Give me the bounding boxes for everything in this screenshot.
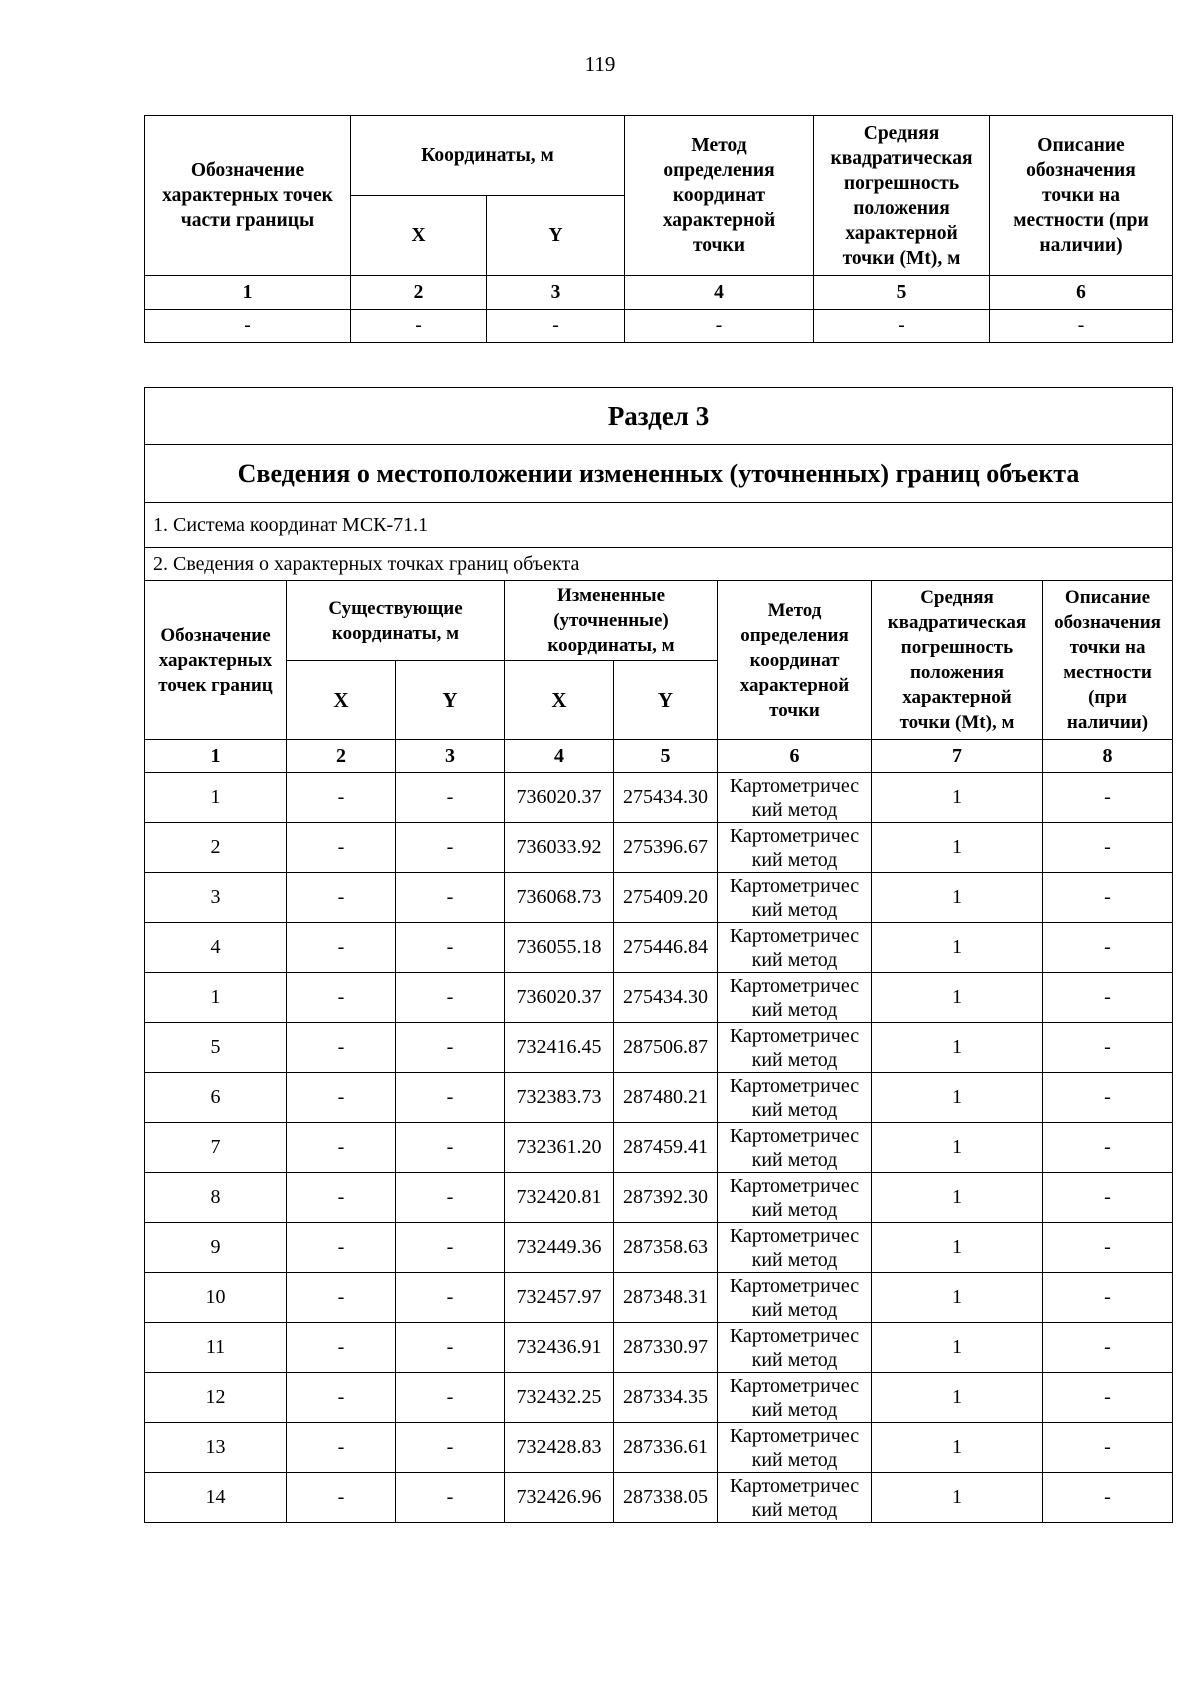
- col-number: 6: [718, 740, 872, 773]
- point-number: 1: [145, 973, 287, 1023]
- existing-x: -: [287, 973, 396, 1023]
- table-row: [145, 1373, 1173, 1423]
- changed-y: 287334.35: [614, 1373, 718, 1423]
- page-number: 119: [584, 52, 616, 76]
- header-designation: Обозначение характерных точек границ: [145, 581, 287, 740]
- existing-x: -: [287, 1273, 396, 1323]
- point-number: 9: [145, 1223, 287, 1273]
- changed-y: 275434.30: [614, 973, 718, 1023]
- existing-x: -: [287, 773, 396, 823]
- table-row: [145, 1073, 1173, 1123]
- col-number: 3: [487, 276, 625, 310]
- description: -: [1043, 1423, 1173, 1473]
- existing-y: -: [396, 773, 505, 823]
- method: Картометричес кий метод: [718, 1073, 872, 1123]
- existing-y: -: [396, 1473, 505, 1523]
- point-number: 13: [145, 1423, 287, 1473]
- table-cell: -: [990, 310, 1173, 343]
- mean-error: 1: [872, 1223, 1043, 1273]
- existing-x: -: [287, 873, 396, 923]
- changed-x: 732426.96: [505, 1473, 614, 1523]
- existing-x: -: [287, 923, 396, 973]
- table-row: [145, 1323, 1173, 1373]
- method: Картометричес кий метод: [718, 873, 872, 923]
- point-number: 10: [145, 1273, 287, 1323]
- changed-x: 736033.92: [505, 823, 614, 873]
- description: -: [1043, 1373, 1173, 1423]
- point-number: 1: [145, 773, 287, 823]
- description: -: [1043, 1073, 1173, 1123]
- existing-y: -: [396, 1423, 505, 1473]
- method: Картометричес кий метод: [718, 1023, 872, 1073]
- description: -: [1043, 773, 1173, 823]
- table-row: [145, 1273, 1173, 1323]
- existing-y: -: [396, 1223, 505, 1273]
- column-numbers-row: [145, 276, 1173, 310]
- point-number: 4: [145, 923, 287, 973]
- mean-error: 1: [872, 873, 1043, 923]
- changed-y: 287506.87: [614, 1023, 718, 1073]
- changed-x: 732420.81: [505, 1173, 614, 1223]
- description: -: [1043, 873, 1173, 923]
- table-cell: -: [814, 310, 990, 343]
- method: Картометричес кий метод: [718, 1473, 872, 1523]
- table-cell: -: [625, 310, 814, 343]
- column-numbers-row: [145, 740, 1173, 773]
- header-coordinates: Координаты, м: [351, 116, 625, 196]
- method: Картометричес кий метод: [718, 1373, 872, 1423]
- table-row: [145, 1423, 1173, 1473]
- changed-x: 732457.97: [505, 1273, 614, 1323]
- changed-y: 287392.30: [614, 1173, 718, 1223]
- method: Картометричес кий метод: [718, 1223, 872, 1273]
- mean-error: 1: [872, 1173, 1043, 1223]
- existing-x: -: [287, 1373, 396, 1423]
- changed-x: 736055.18: [505, 923, 614, 973]
- method: Картометричес кий метод: [718, 973, 872, 1023]
- method: Картометричес кий метод: [718, 1273, 872, 1323]
- existing-y: -: [396, 1273, 505, 1323]
- section-subtitle: Сведения о местоположении измененных (уточненных) границ объекта: [145, 445, 1173, 503]
- mean-error: 1: [872, 823, 1043, 873]
- existing-y: -: [396, 1373, 505, 1423]
- table-row: [145, 923, 1173, 973]
- changed-y: 287480.21: [614, 1073, 718, 1123]
- point-number: 5: [145, 1023, 287, 1073]
- existing-y: -: [396, 1123, 505, 1173]
- mean-error: 1: [872, 1023, 1043, 1073]
- existing-x: -: [287, 1123, 396, 1173]
- point-number: 8: [145, 1173, 287, 1223]
- method: Картометричес кий метод: [718, 1123, 872, 1173]
- header-method: Метод определения координат характерной точки: [718, 581, 872, 740]
- mean-error: 1: [872, 923, 1043, 973]
- existing-x: -: [287, 1223, 396, 1273]
- col-number: 2: [351, 276, 487, 310]
- col-number: 4: [625, 276, 814, 310]
- point-number: 14: [145, 1473, 287, 1523]
- changed-y: 287358.63: [614, 1223, 718, 1273]
- existing-y: -: [396, 923, 505, 973]
- existing-x: -: [287, 1423, 396, 1473]
- existing-x: -: [287, 1323, 396, 1373]
- col-number: 4: [505, 740, 614, 773]
- changed-x: 732449.36: [505, 1223, 614, 1273]
- table-row: [145, 310, 1173, 343]
- changed-y: 275446.84: [614, 923, 718, 973]
- table-cell: -: [487, 310, 625, 343]
- method: Картометричес кий метод: [718, 1173, 872, 1223]
- method: Картометричес кий метод: [718, 823, 872, 873]
- header-existing-y: Y: [396, 661, 505, 740]
- points-table-body: [145, 773, 1173, 1523]
- changed-x: 732436.91: [505, 1323, 614, 1373]
- existing-x: -: [287, 1473, 396, 1523]
- section-title: Раздел 3: [145, 388, 1173, 445]
- table-row: [145, 1123, 1173, 1173]
- existing-y: -: [396, 1323, 505, 1373]
- changed-x: 732383.73: [505, 1073, 614, 1123]
- header-error: Средняя квадратическая погрешность положения характерной точки (Mt), м: [872, 581, 1043, 740]
- header-existing-coordinates: Существующие координаты, м: [287, 581, 505, 661]
- changed-x: 736068.73: [505, 873, 614, 923]
- mean-error: 1: [872, 1073, 1043, 1123]
- method: Картометричес кий метод: [718, 923, 872, 973]
- header-existing-x: X: [287, 661, 396, 740]
- col-number: 2: [287, 740, 396, 773]
- changed-x: 736020.37: [505, 973, 614, 1023]
- point-number: 12: [145, 1373, 287, 1423]
- existing-y: -: [396, 823, 505, 873]
- changed-x: 732361.20: [505, 1123, 614, 1173]
- header-method: Метод определения координат характерной точки: [625, 116, 814, 276]
- point-number: 6: [145, 1073, 287, 1123]
- table-row: [145, 873, 1173, 923]
- table-row: [145, 1473, 1173, 1523]
- existing-y: -: [396, 1173, 505, 1223]
- point-number: 3: [145, 873, 287, 923]
- description: -: [1043, 1173, 1173, 1223]
- header-y: Y: [487, 196, 625, 276]
- method: Картометричес кий метод: [718, 1423, 872, 1473]
- header-changed-coordinates: Измененные (уточненные) координаты, м: [505, 581, 718, 661]
- changed-y: 275396.67: [614, 823, 718, 873]
- coordinate-system: 1. Система координат МСК-71.1: [145, 503, 1173, 548]
- existing-x: -: [287, 1023, 396, 1073]
- table-row: [145, 1023, 1173, 1073]
- header-description: Описание обозначения точки на местности (при наличии): [990, 116, 1173, 276]
- description: -: [1043, 973, 1173, 1023]
- col-number: 6: [990, 276, 1173, 310]
- changed-y: 287338.05: [614, 1473, 718, 1523]
- existing-x: -: [287, 823, 396, 873]
- existing-x: -: [287, 1073, 396, 1123]
- description: -: [1043, 823, 1173, 873]
- description: -: [1043, 1273, 1173, 1323]
- header-error: Средняя квадратическая погрешность положения характерной точки (Mt), м: [814, 116, 990, 276]
- col-number: 8: [1043, 740, 1173, 773]
- changed-y: 287330.97: [614, 1323, 718, 1373]
- description: -: [1043, 1323, 1173, 1373]
- boundary-part-points-table: [144, 115, 1173, 343]
- header-description: Описание обозначения точки на местности (при наличии): [1043, 581, 1173, 740]
- col-number: 3: [396, 740, 505, 773]
- header-changed-x: X: [505, 661, 614, 740]
- changed-x: 732432.25: [505, 1373, 614, 1423]
- changed-y: 275434.30: [614, 773, 718, 823]
- col-number: 7: [872, 740, 1043, 773]
- existing-y: -: [396, 1073, 505, 1123]
- mean-error: 1: [872, 1473, 1043, 1523]
- existing-y: -: [396, 1023, 505, 1073]
- mean-error: 1: [872, 1123, 1043, 1173]
- header-designation: Обозначение характерных точек части границы: [145, 116, 351, 276]
- col-number: 1: [145, 740, 287, 773]
- changed-x: 736020.37: [505, 773, 614, 823]
- changed-x: 732428.83: [505, 1423, 614, 1473]
- mean-error: 1: [872, 773, 1043, 823]
- description: -: [1043, 1123, 1173, 1173]
- changed-y: 275409.20: [614, 873, 718, 923]
- col-number: 5: [814, 276, 990, 310]
- col-number: 5: [614, 740, 718, 773]
- existing-y: -: [396, 973, 505, 1023]
- description: -: [1043, 923, 1173, 973]
- table-row: [145, 823, 1173, 873]
- col-number: 1: [145, 276, 351, 310]
- mean-error: 1: [872, 1423, 1043, 1473]
- changed-x: 732416.45: [505, 1023, 614, 1073]
- changed-y: 287348.31: [614, 1273, 718, 1323]
- mean-error: 1: [872, 1323, 1043, 1373]
- point-number: 11: [145, 1323, 287, 1373]
- changed-y: 287459.41: [614, 1123, 718, 1173]
- table-row: [145, 773, 1173, 823]
- mean-error: 1: [872, 973, 1043, 1023]
- method: Картометричес кий метод: [718, 773, 872, 823]
- table-cell: -: [351, 310, 487, 343]
- mean-error: 1: [872, 1273, 1043, 1323]
- description: -: [1043, 1473, 1173, 1523]
- description: -: [1043, 1023, 1173, 1073]
- point-number: 2: [145, 823, 287, 873]
- table-row: [145, 973, 1173, 1023]
- section-3-table: [144, 387, 1173, 1523]
- point-number: 7: [145, 1123, 287, 1173]
- changed-y: 287336.61: [614, 1423, 718, 1473]
- header-changed-y: Y: [614, 661, 718, 740]
- table-cell: -: [145, 310, 351, 343]
- mean-error: 1: [872, 1373, 1043, 1423]
- table-row: [145, 1173, 1173, 1223]
- method: Картометричес кий метод: [718, 1323, 872, 1373]
- table-row: [145, 1223, 1173, 1273]
- existing-y: -: [396, 873, 505, 923]
- points-info: 2. Сведения о характерных точках границ объекта: [145, 548, 1173, 581]
- description: -: [1043, 1223, 1173, 1273]
- header-x: X: [351, 196, 487, 276]
- existing-x: -: [287, 1173, 396, 1223]
